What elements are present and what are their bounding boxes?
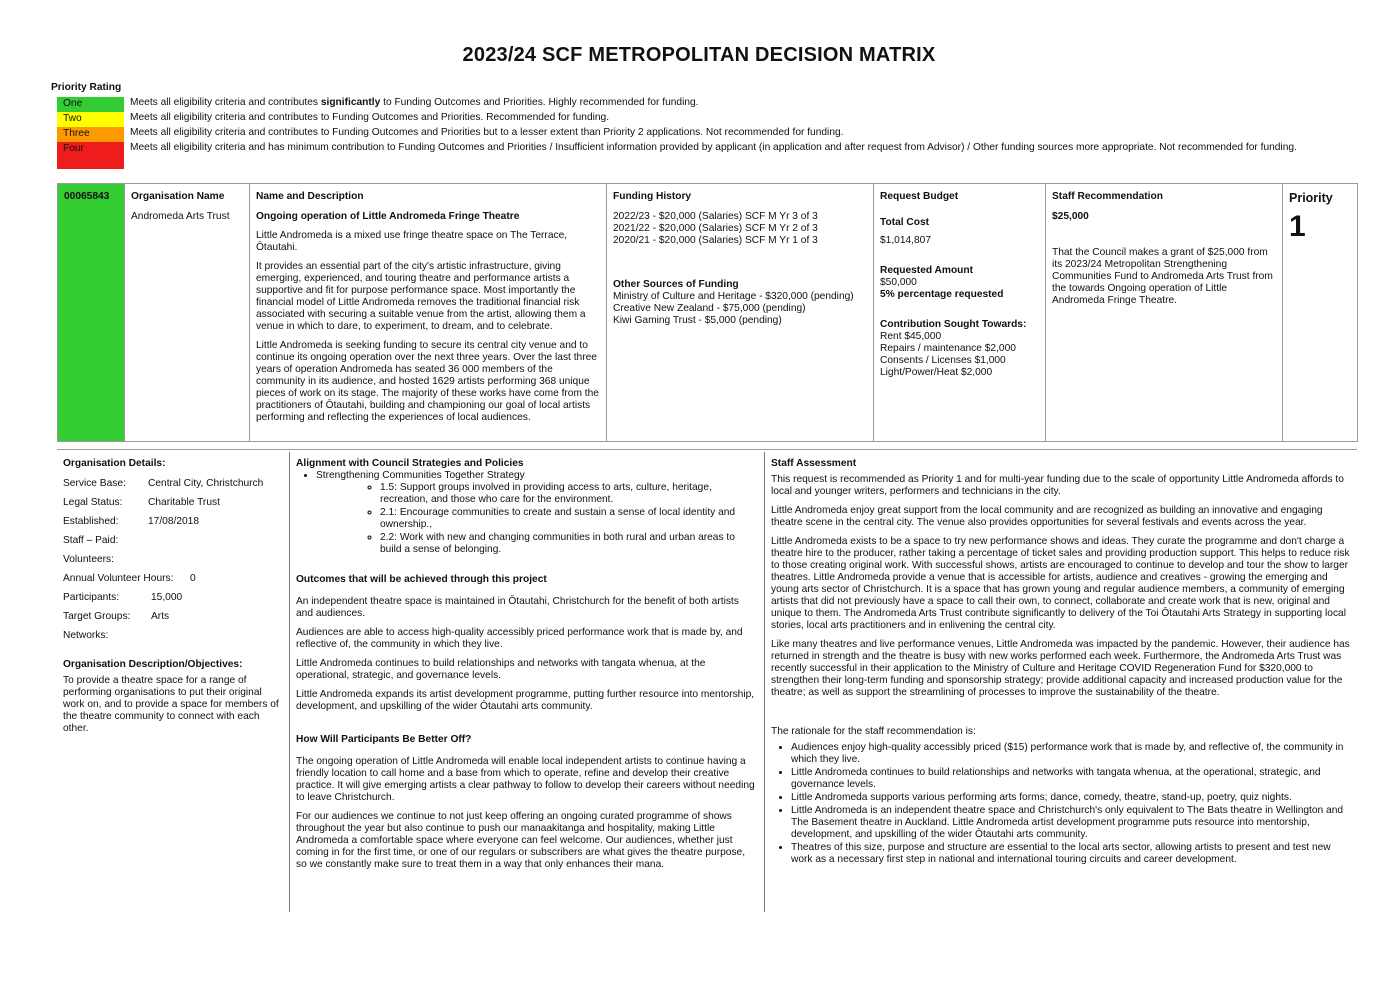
priority-swatch: Two xyxy=(57,112,124,127)
other-source-item: Ministry of Culture and Heritage - $320,000 (pending) xyxy=(613,291,854,302)
staff-recommendation-text: That the Council makes a grant of $25,000 from its 2023/24 Metropolitan Strengthening Communities Fund to Andromeda Arts Trust from the towards Ongoing operation of Little Andromeda Fringe Theatre. xyxy=(1052,247,1273,306)
detail-row xyxy=(63,474,283,493)
project-title: Ongoing operation of Little Andromeda Fringe Theatre xyxy=(256,211,520,222)
strategy-goal: ◦ 1.5: Support groups involved in providing access to arts, culture, heritage, recreation, and those who care for the environment. xyxy=(380,482,758,506)
better-off-header: How Will Participants Be Better Off? xyxy=(296,734,472,745)
rationale-intro: The rationale for the staff recommendation is: xyxy=(771,726,976,737)
priority-swatch: One xyxy=(57,97,124,112)
funding-history-item: 2022/23 - $20,000 (Salaries) SCF M Yr 3 of 3 xyxy=(613,211,818,222)
page-title: 2023/24 SCF METROPOLITAN DECISION MATRIX xyxy=(462,44,936,66)
funding-history-cell xyxy=(607,184,874,442)
detail-label: Established: xyxy=(63,516,119,527)
priority-text-bold: significantly xyxy=(320,97,381,108)
decision-matrix-table xyxy=(57,183,1358,442)
rationale-list xyxy=(771,742,1353,866)
organisation-details xyxy=(63,458,283,735)
detail-label: Participants: xyxy=(63,592,120,603)
application-id: 00065843 xyxy=(64,191,110,202)
priority-rating-row xyxy=(57,127,1305,142)
total-cost-label: Total Cost xyxy=(880,217,930,228)
contribution-item: Light/Power/Heat $2,000 xyxy=(880,367,993,378)
detail-value: Arts xyxy=(151,611,170,622)
contribution-item: Repairs / maintenance $2,000 xyxy=(880,343,1016,354)
priority-cell xyxy=(1283,184,1358,442)
priority-rating-heading: Priority Rating xyxy=(51,82,122,93)
organisation-cell xyxy=(125,184,250,442)
rationale-item: • Theatres of this size, purpose and structure are essential to the local arts sector, allowing artists to present and test new work as a necessary first step in national and international touring circuits and career development. xyxy=(791,842,1353,866)
detail-row xyxy=(63,531,283,550)
description-cell xyxy=(250,184,607,442)
outcome-item: Little Andromeda expands its artist development programme, putting further resource into mentorship, development, and upskilling of the wider Ōtautahi arts community. xyxy=(296,689,755,712)
detail-value: Central City, Christchurch xyxy=(148,478,264,489)
detail-label: Legal Status: xyxy=(63,497,123,508)
detail-label: Networks: xyxy=(63,630,109,641)
description-paragraph: Little Andromeda is seeking funding to secure its central city venue and to continue its ongoing operation over the next three years. Over the last three years of operation Andromeda has seated 36 000 members of the community in its audience, and hosted 1629 artists performing 368 unique pieces of work on its stage. The majority of these works have come from the practitioners of Ōtautahi, building and championing our goal of local artists performing and reflecting the experiences of local audiences. xyxy=(256,340,599,423)
staff-recommendation-amount: $25,000 xyxy=(1052,211,1089,222)
contribution-item: Consents / Licenses $1,000 xyxy=(880,355,1006,366)
funding-history-item: 2021/22 - $20,000 (Salaries) SCF M Yr 2 of 3 xyxy=(613,223,818,234)
strategy-item xyxy=(316,470,758,556)
priority-swatch: Four xyxy=(57,142,124,169)
staff-assessment-header: Staff Assessment xyxy=(771,458,857,469)
detail-label: Staff – Paid: xyxy=(63,535,119,546)
description-paragraph: It provides an essential part of the city's artistic infrastructure, giving emerging, experienced, and touring theatre and performance artists a supportive and fit for purpose performance space. Most importantly the financial model of Little Andromeda removes the traditional financial risk associated with securing a suitable venue from the artist, allowing them a venue in which to dare, to experiment, to dream, and to celebrate. xyxy=(256,261,586,332)
other-sources-header: Other Sources of Funding xyxy=(613,279,739,290)
priority-swatch: Three xyxy=(57,127,124,142)
org-description-header: Organisation Description/Objectives: xyxy=(63,659,243,670)
priority-description: Meets all eligibility criteria and has minimum contribution to Funding Outcomes and Priorities / Insufficient information provided by applicant (in application and after request from Advisor) / Other funding sources more appropriate. Not recommended for funding. xyxy=(130,142,1297,153)
request-budget-header: Request Budget xyxy=(880,191,959,202)
organisation-header: Organisation Name xyxy=(131,191,225,202)
assessment-paragraph: Little Andromeda enjoy great support from the local community and are recognized as building an innovative and engaging theatre scene in the central city. The venue also provides opportunities for several festivals and events across the year. xyxy=(771,505,1323,528)
better-off-paragraph: The ongoing operation of Little Andromeda will enable local independent artists to continue having a friendly location to call home and a base from which to operate, refine and develop their creative practice. It will give emerging artists a clear pathway to follow to develop their careers without needing to leave Christchurch. xyxy=(296,756,755,803)
detail-row xyxy=(63,493,283,512)
assessment-paragraph: This request is recommended as Priority 1 and for multi-year funding due to the scale of opportunity Little Andromeda affords to local and younger writers, performers and technicians in the city. xyxy=(771,474,1344,497)
staff-recommendation-cell xyxy=(1046,184,1283,442)
priority-value: 1 xyxy=(1289,210,1306,243)
priority-rating-row xyxy=(57,112,1305,127)
priority-text: to Funding Outcomes and Priorities. Highly recommended for funding. xyxy=(380,97,699,108)
rationale-item: • Audiences enjoy high-quality accessibly priced ($15) performance work that is made by, and reflective of, the community in which they live. xyxy=(791,742,1353,766)
outcome-item: An independent theatre space is maintained in Ōtautahi, Christchurch for the benefit of both artists and audiences. xyxy=(296,596,739,619)
other-source-item: Kiwi Gaming Trust - $5,000 (pending) xyxy=(613,315,782,326)
column-divider xyxy=(764,452,765,912)
priority-description xyxy=(130,97,1305,112)
rationale-item: • Little Andromeda is an independent theatre space and Christchurch's only equivalent to The Bats theatre in Wellington and The Basement theatre in Auckland. Little Andromeda artist development programme puts resource into mentorship, development, and upskilling of the wider Ōtautahi arts community. xyxy=(791,805,1353,841)
funding-history-header: Funding History xyxy=(613,191,692,202)
application-id-cell xyxy=(58,184,125,442)
detail-label: Annual Volunteer Hours: xyxy=(63,573,174,584)
contribution-label: Contribution Sought Towards: xyxy=(880,319,1027,330)
strategy-goal: ◦ 2.1: Encourage communities to create and sustain a sense of local identity and ownership., xyxy=(380,507,758,531)
section-divider xyxy=(57,449,1357,450)
detail-row xyxy=(63,626,283,645)
description-paragraph: Little Andromeda is a mixed use fringe theatre space on The Terrace, Ōtautahi. xyxy=(256,230,568,253)
other-source-item: Creative New Zealand - $75,000 (pending) xyxy=(613,303,806,314)
detail-row xyxy=(63,569,283,588)
strategy-name: Strengthening Communities Together Strategy xyxy=(316,470,525,481)
staff-recommendation-header: Staff Recommendation xyxy=(1052,191,1163,202)
detail-row xyxy=(63,588,283,607)
strategy-list xyxy=(296,470,758,556)
staff-assessment-section xyxy=(771,458,1353,867)
alignment-header: Alignment with Council Strategies and Policies xyxy=(296,458,524,469)
requested-amount-label: Requested Amount xyxy=(880,265,974,276)
detail-row xyxy=(63,607,283,626)
assessment-paragraph: Little Andromeda exists to be a space to try new performance shows and ideas. They curate the programme and don't charge a theatre hire to the producer, rather taking a percentage of ticket sales and providing production support. This helps to reduce risk to those creating original work. With successful shows, artists are encouraged to continue to develop and tour the show to larger theatres. Little Andromeda provide a venue that is accessible for artists, audience and creatives - growing the emerging and young arts sector of Christchurch. It is a space that has grown young and regular audience members, a community of emerging artists that did not previously have a space to call their own, to connect, collaborate and create work that is new, original and unique to them. The Andromeda Arts Trust contribute significantly to delivery of the Toi Ōtautahi Arts Strategy in supporting local stories, local arts practitioners and in enlivening the central city. xyxy=(771,536,1350,631)
better-off-paragraph: For our audiences we continue to not just keep offering an ongoing curated programme of shows throughout the year but also continue to push our manaakitanga and hospitality, making Little Andromeda a comfortable space where everyone can feel welcome. Our audiences, whether just coming in for the first time, or one of our regulars or subscribers are what gives the theatre purpose, so we constantly make sure to treat them in a way that only enhances their mana. xyxy=(296,811,746,870)
description-header: Name and Description xyxy=(256,191,364,202)
outcome-item: Audiences are able to access high-quality accessibly priced performance work that is made by, and reflective of, the community in which they live. xyxy=(296,627,743,650)
detail-row xyxy=(63,550,283,569)
detail-label: Service Base: xyxy=(63,478,126,489)
assessment-paragraph: Like many theatres and live performance venues, Little Andromeda was impacted by the pandemic. However, their audience has returned in strength and the theatre is busy with new works performed each week. Furthermore, the Andromeda Arts Trust was recently successful in their application to the Ministry of Culture and Heritage COVID Regeneration Fund for $320,000 to strengthen their long-term funding and sponsorship strategy; provide additional capacity and increased production value for the theatre; as well as support the streamlining of processes to improve the sustainability of the theatre. xyxy=(771,639,1350,698)
priority-rating-row xyxy=(57,142,1305,169)
alignment-section xyxy=(296,458,758,878)
priority-rating-row xyxy=(57,97,1305,112)
detail-value: 17/08/2018 xyxy=(148,516,199,527)
priority-header: Priority xyxy=(1289,191,1333,205)
request-budget-cell xyxy=(874,184,1046,442)
detail-value: Charitable Trust xyxy=(148,497,220,508)
column-divider xyxy=(289,452,290,912)
rationale-item: • Little Andromeda supports various performing arts forms; dance, comedy, theatre, stand-up, poetry, quiz nights. xyxy=(791,792,1353,804)
strategy-goal: ◦ 2.2: Work with new and changing communities in both rural and urban areas to build a sense of belonging. xyxy=(380,532,758,556)
detail-label: Target Groups: xyxy=(63,611,131,622)
org-description-text: To provide a theatre space for a range of performing organisations to put their original work on, and to provide a space for members of the theatre community to connect with each other. xyxy=(63,675,279,734)
priority-description: Meets all eligibility criteria and contributes to Funding Outcomes and Priorities. Recommended for funding. xyxy=(130,112,610,123)
detail-label: Volunteers: xyxy=(63,554,114,565)
rationale-item: • Little Andromeda continues to build relationships and networks with tangata whenua, at the operational, strategic, and governance levels. xyxy=(791,767,1353,791)
detail-value: 0 xyxy=(190,573,196,584)
organisation-name: Andromeda Arts Trust xyxy=(131,211,230,222)
funding-history-item: 2020/21 - $20,000 (Salaries) SCF M Yr 1 of 3 xyxy=(613,235,818,246)
requested-amount-value: $50,000 xyxy=(880,277,917,288)
contribution-item: Rent $45,000 xyxy=(880,331,942,342)
requested-percent: 5% percentage requested xyxy=(880,289,1004,300)
detail-value: 15,000 xyxy=(151,592,183,603)
priority-description: Meets all eligibility criteria and contributes to Funding Outcomes and Priorities but to a lesser extent than Priority 2 applications. Not recommended for funding. xyxy=(130,127,844,138)
strategy-goals xyxy=(316,482,758,556)
detail-row xyxy=(63,512,283,531)
outcomes-header: Outcomes that will be achieved through this project xyxy=(296,574,547,585)
outcome-item: Little Andromeda continues to build relationships and networks with tangata whenua, at the operational, strategic, and governance levels. xyxy=(296,658,706,681)
org-details-header: Organisation Details: xyxy=(63,458,166,469)
total-cost-value: $1,014,807 xyxy=(880,235,931,246)
priority-text: Meets all eligibility criteria and contributes xyxy=(130,97,321,108)
